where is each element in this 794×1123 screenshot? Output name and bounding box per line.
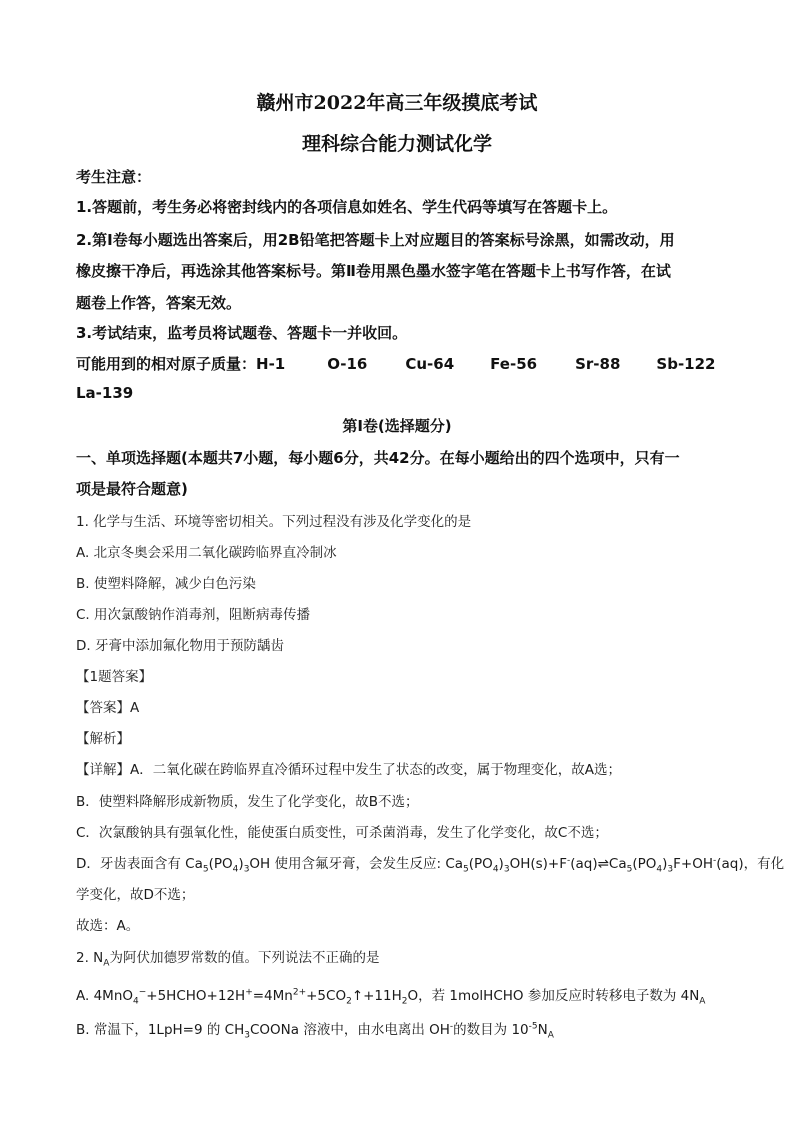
atom-mass: O-16 xyxy=(327,355,368,373)
question-1-answer-tag: 【1题答案】 xyxy=(76,669,153,685)
question-2-option-b: B. 常温下，1LpH=9 的 $CH_3COONa$ 溶液中，由水电离出 OH-的数目为 $10^{-5}N_A$ xyxy=(76,1021,554,1041)
atom-mass: Cu-64 xyxy=(405,355,455,373)
notice-item-3: 3.考试结束，监考员将试题卷、答题卡一并收回。 xyxy=(76,324,408,342)
question-2-option-a: A. $4MnO_4^-+5HCHO+12H^+=4Mn^{2+}+5CO_2↑+11H_2O$，若 1molHCHO 参加反应时转移电子数为 $4N_A$ xyxy=(76,987,706,1007)
notice-heading: 考生注意： xyxy=(76,168,152,186)
exam-subtitle: 理科综合能力测试化学 xyxy=(301,133,492,155)
question-1-option-b: B. 使塑料降解，减少白色污染 xyxy=(76,576,256,592)
section-title: 第Ⅰ卷(选择题分) xyxy=(342,417,452,435)
notice-item-2-line-3: 题卷上作答，答案无效。 xyxy=(76,294,242,312)
question-1-analysis-tag: 【解析】 xyxy=(76,731,130,747)
question-1-option-a: A. 北京冬奥会采用二氧化碳跨临界直冷制冰 xyxy=(76,545,337,561)
question-1-option-d: D. 牙膏中添加氟化物用于预防龋齿 xyxy=(76,638,284,654)
question-1-conclusion: 故选：A。 xyxy=(76,918,140,934)
question-1-detail-b: B．使塑料降解形成新物质，发生了化学变化，故B不选； xyxy=(76,794,419,810)
atom-mass: Sb-122 xyxy=(656,355,716,373)
question-1-detail-d: D．牙齿表面含有 $Ca_5(PO_4)_3OH$ 使用含氟牙膏，会发生反应: $Ca_5(PO_4)_3OH(s)+F^-(aq)\rightleftharpoons Ca_5(PO_4)_3F+OH^-(aq)$，有化 xyxy=(76,855,785,875)
atom-mass: Sr-88 xyxy=(575,355,621,373)
answer-label: 【答案】 xyxy=(76,700,130,716)
question-1-detail-a: 【详解】A．二氧化碳在跨临界直冷循环过程中发生了状态的改变，属于物理变化，故A选； xyxy=(76,762,621,778)
part-1-instructions-line-1: 一、单项选择题(本题共7小题，每小题6分，共42分。在每小题给出的四个选项中，只有一 xyxy=(76,449,680,467)
question-2-stem: 2. $N_A$为阿伏加德罗常数的值。下列说法不正确的是 xyxy=(76,950,380,969)
exam-title: 赣州市2022年高三年级摸底考试 xyxy=(256,92,538,114)
atomic-masses-line xyxy=(76,353,715,374)
question-1-detail-c: C．次氯酸钠具有强氧化性，能使蛋白质变性，可杀菌消毒，发生了化学变化，故C不选； xyxy=(76,825,608,841)
question-1-option-c: C. 用次氯酸钠作消毒剂，阻断病毒传播 xyxy=(76,607,311,623)
question-1-stem: 1. 化学与生活、环境等密切相关。下列过程没有涉及化学变化的是 xyxy=(76,514,472,530)
atomic-masses-label: 可能用到的相对原子质量： xyxy=(76,355,257,373)
atom-mass: Fe-56 xyxy=(490,355,538,373)
question-1-detail-d-line-2: 学变化，故D不选； xyxy=(76,887,195,903)
notice-item-2-line-2: 橡皮擦干净后，再选涂其他答案标号。第Ⅱ卷用黑色墨水签字笔在答题卡上书写作答，在试 xyxy=(76,262,671,280)
notice-item-1: 1.答题前，考生务必将密封线内的各项信息如姓名、学生代码等填写在答题卡上。 xyxy=(76,198,618,216)
notice-item-2-line-1: 2.第Ⅰ卷每小题选出答案后，用2B铅笔把答题卡上对应题目的答案标号涂黑，如需改动，用 xyxy=(76,231,675,249)
question-1-answer xyxy=(76,696,139,716)
atom-mass: H-1 xyxy=(256,355,286,373)
part-1-instructions-line-2: 项是最符合题意) xyxy=(76,480,188,498)
atomic-masses-line-2: La-139 xyxy=(76,384,134,402)
answer-value: A xyxy=(130,700,140,716)
